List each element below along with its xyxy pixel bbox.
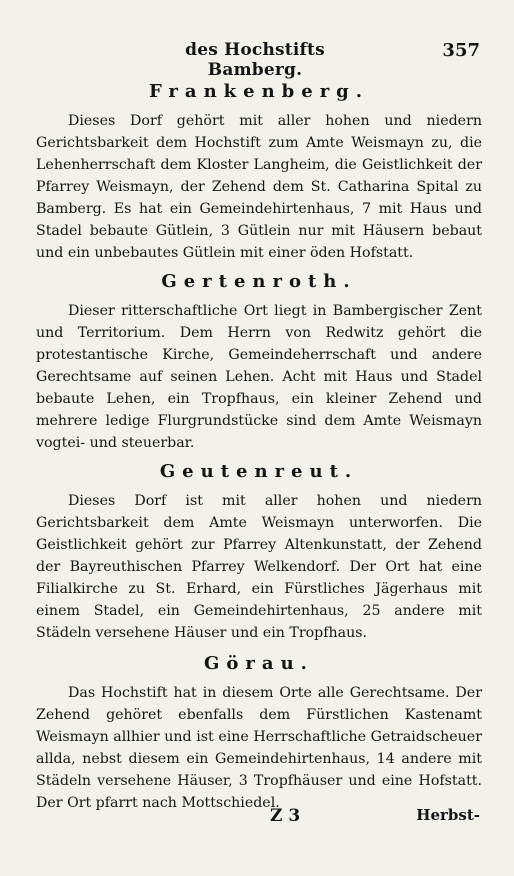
- signature-mark: Z 3: [270, 806, 301, 826]
- section-goerau: [36, 652, 482, 814]
- section-title: Geutenreut.: [159, 461, 359, 482]
- section-body: Dieses Dorf gehört mit aller hohen und niedern Gerichtsbarkeit dem Hochstift zum Amte Weismayn zu, die Lehenherrschaft dem Kloster Langheim, die Geistlichkeit der Pfarrey Weismayn, der Zehend dem St. Catharina Spital zu Bamberg. Es hat ein Gemeindehirtenhaus, 7 mit Haus und Stadel bebaute Gütlein, 3 Gütlein nur mit Häusern bebaut und ein unbebautes Gütlein mit einer öden Hofstatt.: [36, 113, 482, 261]
- page-number: 357: [442, 40, 480, 61]
- section-geutenreut: [36, 460, 482, 644]
- section-body: Dieses Dorf ist mit aller hohen und niedern Gerichtsbarkeit dem Amte Weismayn unterworfen. Die Geistlichkeit gehört zur Pfarrey Altenkunstatt, der Zehend der Bayreuthischen Pfarrey Welkendorf. Der Ort hat eine Filialkirche zu St. Erhard, ein Fürstliches Jägerhaus mit einem Stadel, ein Gemeindehirtenhaus, 25 andere mit Städeln versehene Häuser und ein Tropfhaus.: [36, 493, 482, 641]
- running-head: [40, 40, 480, 80]
- section-title: Gertenroth.: [161, 271, 357, 292]
- section-frankenberg: [36, 80, 482, 264]
- section-body: Dieser ritterschaftliche Ort liegt in Bambergischer Zent und Territorium. Dem Herrn von Redwitz gehört die protestantische Kirche, Gemeindeherrschaft und andere Gerechtsame auf seinen Lehen. Acht mit Haus und Stadel bebaute Lehen, ein Tropfhaus, ein kleiner Zehend und mehrere ledige Flurgrundstücke sind dem Amte Weismayn vogtei- und steuerbar.: [36, 303, 482, 451]
- page-footer: [40, 806, 480, 836]
- section-title: Frankenberg.: [148, 81, 370, 102]
- section-title: Görau.: [204, 653, 314, 674]
- running-title: des Hochstifts Bamberg.: [185, 40, 325, 80]
- section-body: Das Hochstift hat in diesem Orte alle Gerechtsame. Der Zehend gehöret ebenfalls dem Fürstlichen Kastenamt Weismayn allhier und ist eine Herrschaftliche Getraidscheuer allda, nebst diesem ein Gemeindehirtenhaus, 14 andere mit Städeln versehene Häuser, 3 Tropfhäuser und eine Hofstatt. Der Ort pfarrt nach Mottschiedel.: [36, 685, 482, 811]
- catchword: Herbst-: [416, 806, 480, 824]
- section-gertenroth: [36, 270, 482, 454]
